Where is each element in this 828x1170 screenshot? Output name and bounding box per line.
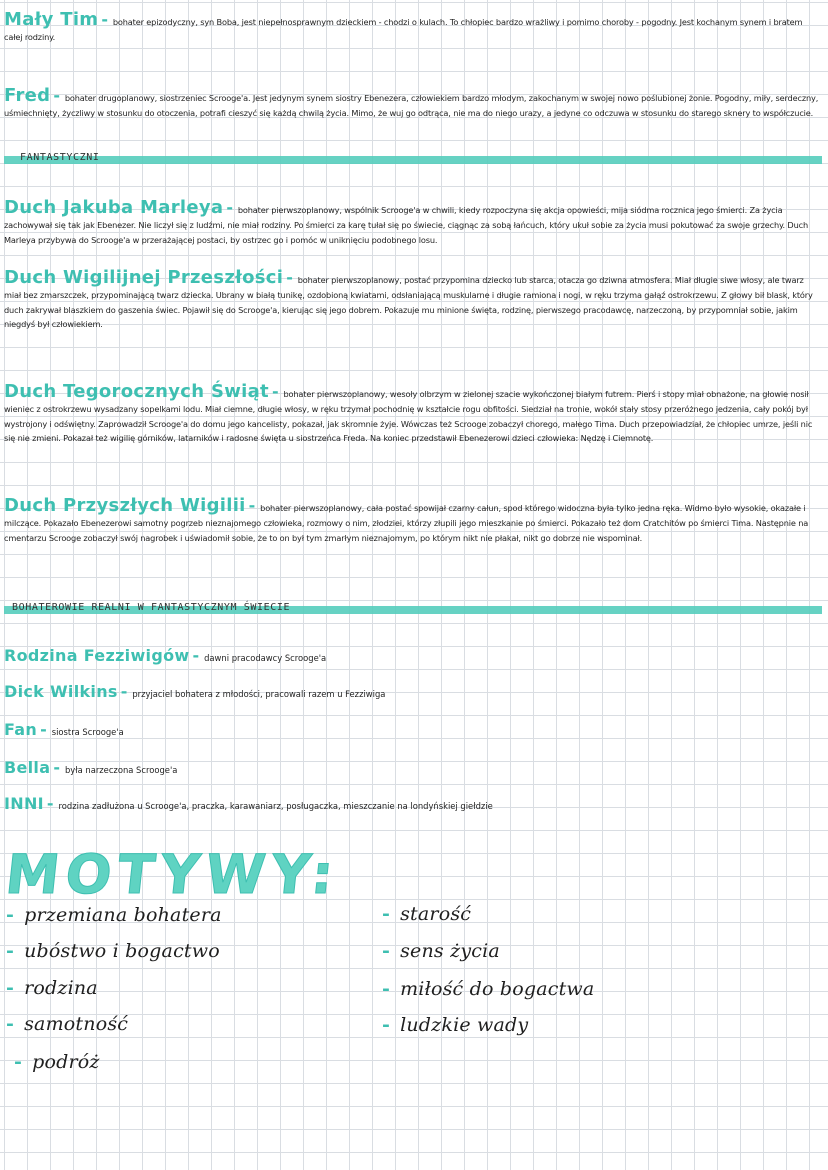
entry-inni: INNI - rodzina zadłużona u Scrooge'a, praczka, karawaniarz, posługaczka, mieszczanie na londyńskiej giełdzie	[4, 794, 493, 813]
motifs-heading: MOTYWY:	[2, 843, 343, 906]
motif-item: - samotność	[6, 1013, 129, 1035]
entry-bella: Bella - była narzeczona Scrooge'a	[4, 758, 178, 777]
character-description: była narzeczona Scrooge'a	[64, 765, 178, 775]
motif-item: - podróż	[14, 1051, 100, 1073]
character-name: INNI	[4, 794, 44, 813]
entry-duch-marleya: Duch Jakuba Marleya - bohater pierwszoplanowy, wspólnik Scrooge'a w chwili, kiedy rozpoczyna się akcja opowieści, mija siódma rocznica jego śmierci. Za życia zachowywał się tak jak Ebenezer. Nie liczył się z ludźmi, nie miał rodziny. Po śmierci za karę tułał się po świecie, ciągnąc za sobą łańcuch, który ukuł sobie za życia musi pokutować za swoje grzechy. Duch Marleya przybywa do Scrooge'a w przerażającej postaci, by ostrzec go i pomóc w uniknięciu podobnego losu.	[4, 197, 809, 245]
character-name: Fan	[4, 720, 38, 739]
entry-fezziwigowie: Rodzina Fezziwigów - dawni pracodawcy Scrooge'a	[4, 646, 327, 665]
character-description: bohater pierwszoplanowy, wspólnik Scrooge'a w chwili, kiedy rozpoczyna się akcja opowieści, mija siódma rocznica jego śmierci. Za życia zachowywał się tak jak Ebenezer. Nie liczył się z ludźmi, nie miał rodziny. Po śmierci za karę tułał się po świecie, ciągnąc za sobą łańcuch, który ukuł sobie za życia musi pokutować za swoje grzechy. Duch Marleya przybywa do Scrooge'a w przerażającej postaci, by ostrzec go i pomóc w uniknięciu podobnego losu.	[4, 205, 809, 245]
character-description: dawni pracodawcy Scrooge'a	[204, 653, 327, 663]
character-name: Mały Tim	[4, 9, 99, 30]
character-description: rodzina zadłużona u Scrooge'a, praczka, karawaniarz, posługaczka, mieszczanie na londyńskiej giełdzie	[58, 801, 493, 811]
character-name: Rodzina Fezziwigów	[4, 646, 190, 665]
entry-duch-przyszlosci: Duch Przyszłych Wigilii - bohater pierwszoplanowy, cała postać spowijał czarny całun, spod którego widoczna była tylko jedna ręka. Widmo było wysokie, okazałe i milczące. Pokazało Ebenezerowi samotny pogrzeb nieznajomego człowieka, rozmowy o nim, złodziei, którzy złupili jego mieszkanie po śmierci. Pokazało też dom Cratchitów po śmierci Tima. Następnie na cmentarzu Scrooge zobaczył swój nagrobek i uświadomił sobie, że to on był tym zmarłym nieznajomym, po którym nikt nie płakał, nikt go dobrze nie wspominał.	[4, 495, 809, 543]
section-heading-realni: BOHATEROWIE REALNI W FANTASTYCZNYM ŚWIECIE	[12, 602, 291, 613]
entry-fan: Fan - siostra Scrooge'a	[4, 720, 124, 739]
entry-dick-wilkins: Dick Wilkins - przyjaciel bohatera z młodości, pracowali razem u Fezziwiga	[4, 682, 386, 701]
character-name: Duch Przyszłych Wigilii	[4, 495, 246, 516]
motif-item: - miłość do bogactwa	[382, 978, 595, 1000]
character-description: bohater drugoplanowy, siostrzeniec Scrooge'a. Jest jedynym synem siostry Ebenezera, człowiekiem bardzo młodym, zakochanym w swojej nowo poślubionej żonie. Pogodny, miły, serdeczny, uśmiechnięty, życzliwy w stosunku do otoczenia, potrafi cieszyć się każdą chwilą życia. Mimo, że wuj go odtrąca, nie ma do niego urazy, a jedyne co odczuwa w stosunku do starego sknery to współczucie.	[4, 93, 819, 118]
character-description: bohater pierwszoplanowy, cała postać spowijał czarny całun, spod którego widoczna była tylko jedna ręka. Widmo było wysokie, okazałe i milczące. Pokazało Ebenezerowi samotny pogrzeb nieznajomego człowieka, rozmowy o nim, złodziei, którzy złupili jego mieszkanie po śmierci. Pokazało też dom Cratchitów po śmierci Tima. Następnie na cmentarzu Scrooge zobaczył swój nagrobek i uświadomił sobie, że to on był tym zmarłym nieznajomym, po którym nikt nie płakał, nikt go dobrze nie wspominał.	[4, 503, 809, 543]
character-name: Bella	[4, 758, 51, 777]
entry-duch-przeszlosci: Duch Wigilijnej Przeszłości - bohater pierwszoplanowy, postać przypomina dziecko lub starca, otacza go dziwna atmosfera. Miał długie siwe włosy, ale twarz miał bez zmarszczek, przypominającą twarz dziecka. Ubrany w białą tunikę, ozdobioną kwiatami, odsłaniającą muskularne i długie ramiona i nogi, w ręku trzyma gałąź ostrokrzewu. Z głowy bił blask, który duch zakrywał blaszkiem do gaszenia świec. Pojawił się do Scrooge'a, kierując się jego dobrem. Pokazuje mu minione święta, rodzinę, pierwszego pracodawcę, narzeczoną, by przypomniał sobie, jakim niegdyś był człowiekiem.	[4, 267, 813, 329]
character-name: Dick Wilkins	[4, 682, 118, 701]
character-description: przyjaciel bohatera z młodości, pracowali razem u Fezziwiga	[132, 689, 386, 699]
motif-item: - ubóstwo i bogactwo	[6, 940, 220, 962]
motif-item: - przemiana bohatera	[6, 904, 222, 926]
character-name: Fred	[4, 85, 51, 106]
motif-item: - ludzkie wady	[382, 1014, 529, 1036]
character-description: bohater pierwszoplanowy, wesoły olbrzym w zielonej szacie wykończonej białym futrem. Pierś i stopy miał obnażone, na głowie nosił wieniec z ostrokrzewu wysadzany sopelkami lodu. Miał ciemne, długie włosy, w ręku trzymał pochodnię w kształcie rogu obfitości. Siedział na tronie, wokół stały stosy przeróżnego jedzenia, cały pokój był wystrojony i odświętny. Zaprowadził Scrooge'a do domu jego kancelisty, pokazał, jak skromnie żyje. Wówczas też Scrooge zobaczył chorego, małego Tima. Duch przepowiadział, że chłopiec umrze, jeśli nic się nie zmieni. Pokazał też wigilię górników, latarników i radosne święta u siostrzeńca Freda. Na koniec przedstawił Ebenezerowi dzieci człowieka: Nędzę i Ciemnotę.	[4, 389, 813, 443]
character-name: Duch Jakuba Marleya	[4, 197, 224, 218]
section-heading-fantastyczni: FANTASTYCZNI	[20, 152, 100, 163]
motif-item: - rodzina	[6, 977, 98, 999]
character-description: bohater epizodyczny, syn Boba, jest niepełnosprawnym dzieckiem - chodzi o kulach. To chłopiec bardzo wrażliwy i pomimo choroby - pogodny. Jest kochanym synem i bratem całej rodziny.	[4, 17, 803, 42]
entry-duch-terazniejszosci: Duch Tegorocznych Świąt - bohater pierwszoplanowy, wesoły olbrzym w zielonej szacie wykończonej białym futrem. Pierś i stopy miał obnażone, na głowie nosił wieniec z ostrokrzewu wysadzany sopelkami lodu. Miał ciemne, długie włosy, w ręku trzymał pochodnię w kształcie rogu obfitości. Siedział na tronie, wokół stały stosy przeróżnego jedzenia, cały pokój był wystrojony i odświętny. Zaprowadził Scrooge'a do domu jego kancelisty, pokazał, jak skromnie żyje. Wówczas też Scrooge zobaczył chorego, małego Tima. Duch przepowiadział, że chłopiec umrze, jeśli nic się nie zmieni. Pokazał też wigilię górników, latarników i radosne święta u siostrzeńca Freda. Na koniec przedstawił Ebenezerowi dzieci człowieka: Nędzę i Ciemnotę.	[4, 381, 813, 443]
section-highlight-band	[4, 156, 822, 164]
entry-maly-tim: Mały Tim - bohater epizodyczny, syn Boba, jest niepełnosprawnym dzieckiem - chodzi o kulach. To chłopiec bardzo wrażliwy i pomimo choroby - pogodny. Jest kochanym synem i bratem całej rodziny.	[4, 9, 803, 42]
character-name: Duch Tegorocznych Świąt	[4, 381, 269, 402]
character-description: siostra Scrooge'a	[51, 727, 124, 737]
entry-fred: Fred - bohater drugoplanowy, siostrzeniec Scrooge'a. Jest jedynym synem siostry Ebenezera, człowiekiem bardzo młodym, zakochanym w swojej nowo poślubionej żonie. Pogodny, miły, serdeczny, uśmiechnięty, życzliwy w stosunku do otoczenia, potrafi cieszyć się każdą chwilą życia. Mimo, że wuj go odtrąca, nie ma do niego urazy, a jedyne co odczuwa w stosunku do starego sknery to współczucie.	[4, 85, 819, 118]
character-name: Duch Wigilijnej Przeszłości	[4, 267, 284, 288]
motif-item: - sens życia	[382, 940, 500, 962]
character-description: bohater pierwszoplanowy, postać przypomina dziecko lub starca, otacza go dziwna atmosfera. Miał długie siwe włosy, ale twarz miał bez zmarszczek, przypominającą twarz dziecka. Ubrany w białą tunikę, ozdobioną kwiatami, odsłaniającą muskularne i długie ramiona i nogi, w ręku trzyma gałąź ostrokrzewu. Z głowy bił blask, który duch zakrywał blaszkiem do gaszenia świec. Pojawił się do Scrooge'a, kierując się jego dobrem. Pokazuje mu minione święta, rodzinę, pierwszego pracodawcę, narzeczoną, by przypomniał sobie, jakim niegdyś był człowiekiem.	[4, 275, 813, 329]
motif-item: - starość	[382, 903, 472, 925]
